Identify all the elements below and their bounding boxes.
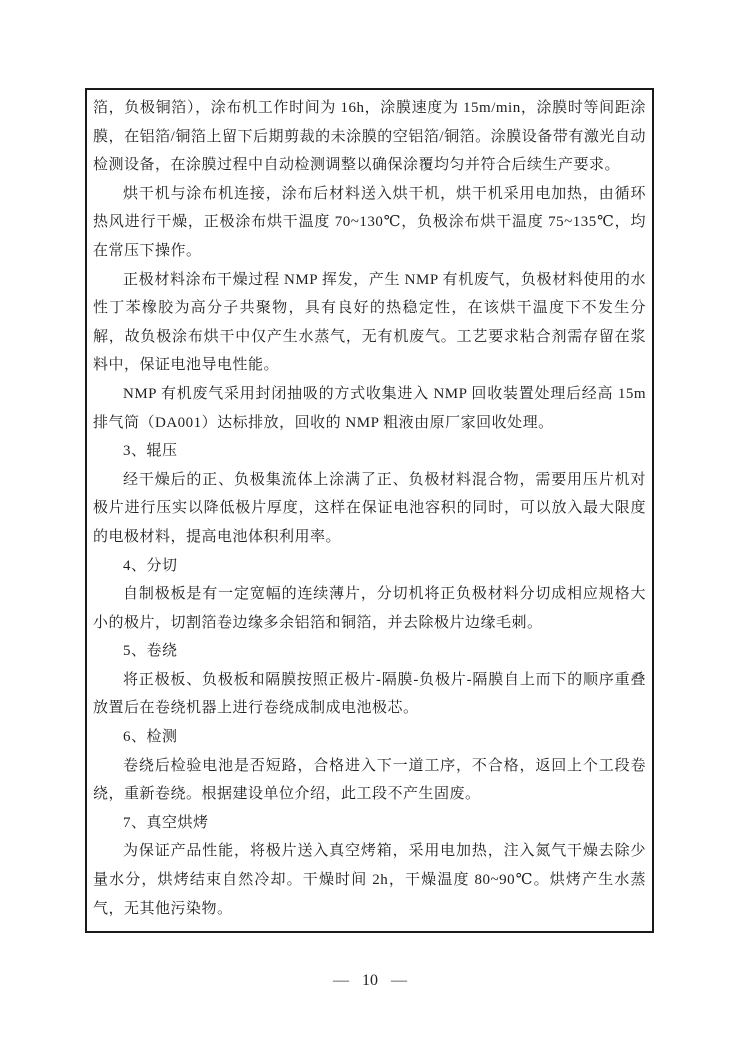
paragraph: 正极材料涂布干燥过程 NMP 挥发，产生 NMP 有机废气，负极材料使用的水性丁苯橡胶为高分子共聚物，具有良好的热稳定性，在该烘干温度下不发生分解，故负极涂布烘干中仅产生水蒸气，无有机废气。工艺要求粘合剂需存留在浆料中，保证电池导电性能。 — [93, 271, 646, 374]
footer-dash-left: — — [333, 972, 349, 989]
paragraph: 箔，负极铜箔），涂布机工作时间为 16h，涂膜速度为 15m/min，涂膜时等间距涂膜，在铝箔/铜箔上留下后期剪裁的未涂膜的空铝箔/铜箔。涂膜设备带有激光自动检测设备，在涂膜过程中自动检测调整以确保涂覆均匀并符合后续生产要求。 — [93, 100, 646, 174]
section-heading: 4、分切 — [123, 557, 178, 574]
section-heading: 3、辊压 — [123, 443, 178, 460]
page-footer — [0, 972, 740, 990]
paragraph: 将正极板、负极板和隔膜按照正极片-隔膜-负极片-隔膜自上而下的顺序重叠放置后在卷绕机器上进行卷绕成制成电池极芯。 — [93, 671, 646, 717]
paragraph: 为保证产品性能，将极片送入真空烤箱，采用电加热，注入氮气干燥去除少量水分，烘烤结束自然冷却。干燥时间 2h，干燥温度 80~90℃。烘烤产生水蒸气，无其他污染物。 — [93, 843, 646, 917]
section-heading: 7、真空烘烤 — [123, 814, 209, 831]
section-heading: 5、卷绕 — [123, 643, 178, 660]
footer-dash-right: — — [391, 972, 407, 989]
paragraph: 自制极板是有一定宽幅的连续薄片，分切机将正负极材料分切成相应规格大小的极片，切割箔卷边缘多余铝箔和铜箔，并去除极片边缘毛刺。 — [93, 586, 646, 631]
content-frame — [85, 88, 654, 933]
page-number: 10 — [362, 972, 378, 989]
paragraph: NMP 有机废气采用封闭抽吸的方式收集进入 NMP 回收装置处理后经高 15m 排气筒（DA001）达标排放，回收的 NMP 粗液由原厂家回收处理。 — [93, 385, 646, 431]
paragraph: 烘干机与涂布机连接，涂布后材料送入烘干机，烘干机采用电加热，由循环热风进行干燥，正极涂布烘干温度 70~130℃，负极涂布烘干温度 75~135℃，均在常压下操作。 — [93, 185, 646, 259]
paragraph: 卷绕后检验电池是否短路，合格进入下一道工序，不合格，返回上个工段卷绕，重新卷绕。根据建设单位介绍，此工段不产生固废。 — [93, 757, 646, 803]
paragraph: 经干燥后的正、负极集流体上涂满了正、负极材料混合物，需要用压片机对极片进行压实以降低极片厚度，这样在保证电池容积的同时，可以放入最大限度的电极材料，提高电池体积利用率。 — [93, 471, 646, 545]
section-heading: 6、检测 — [123, 729, 178, 746]
